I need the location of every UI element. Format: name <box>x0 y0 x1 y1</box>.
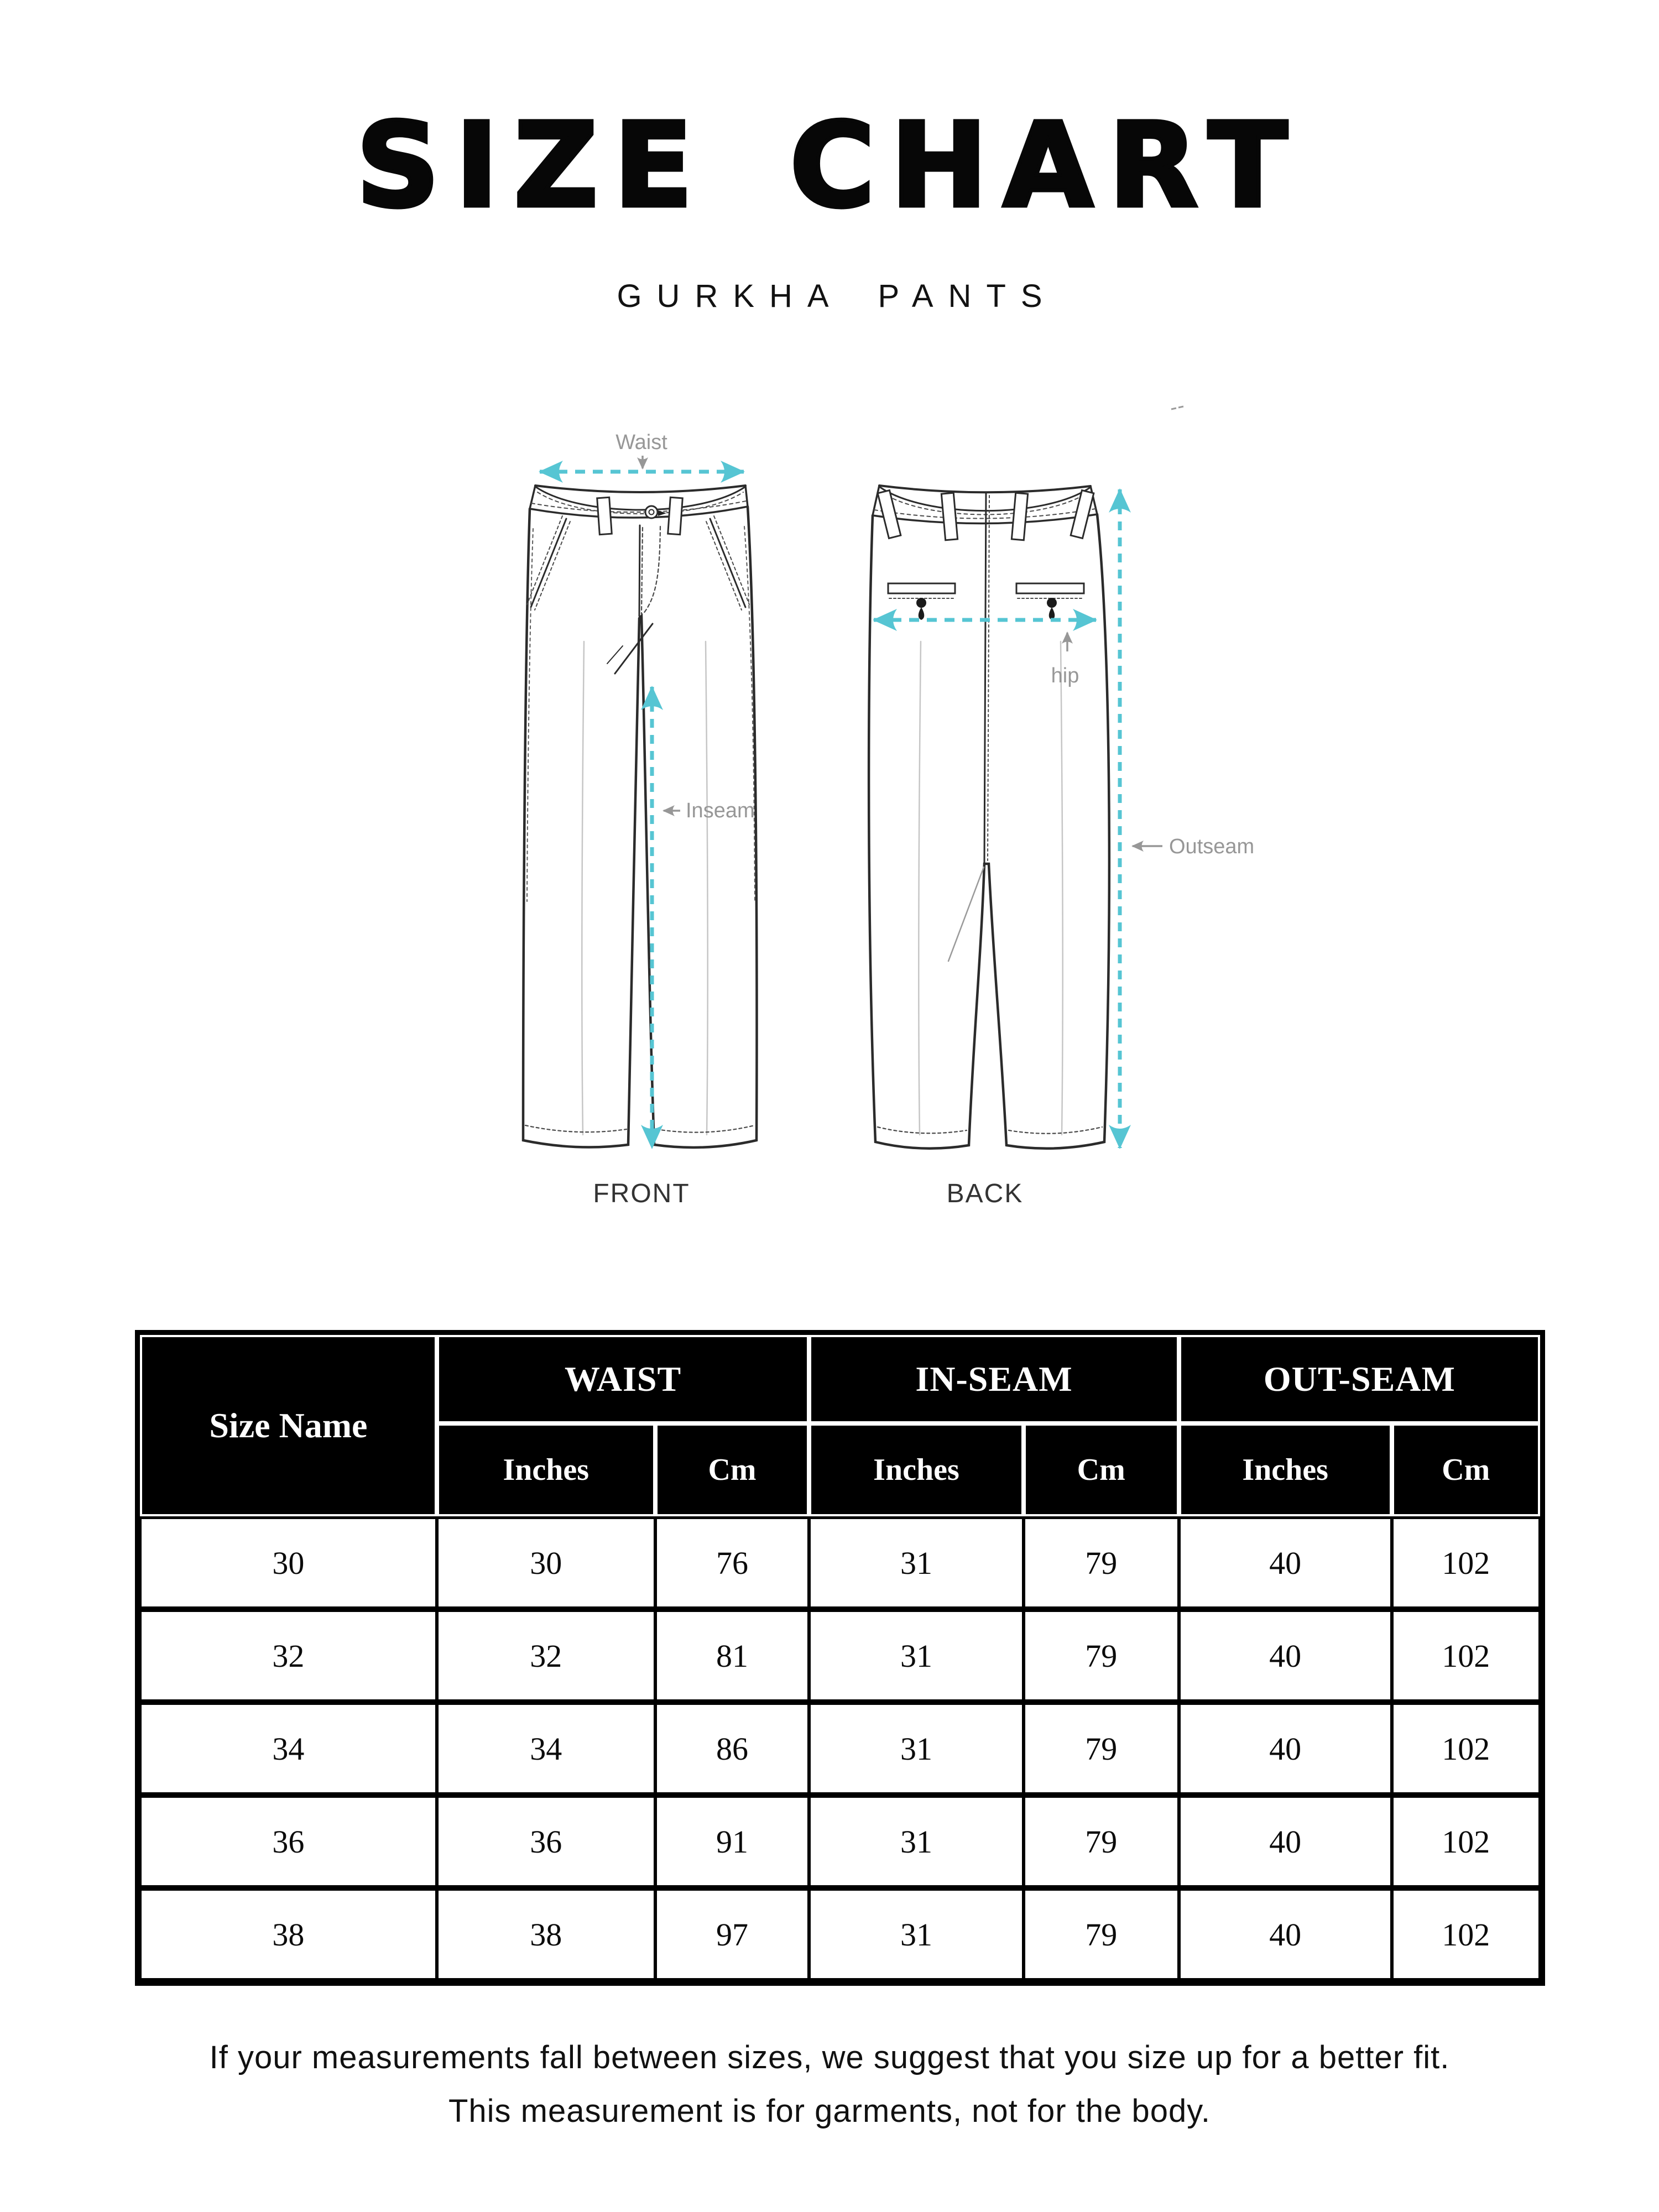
table-row: 38 38 97 31 79 40 102 <box>140 1888 1540 1981</box>
front-fly-seam <box>639 525 640 616</box>
col-header-outseam-cm: Cm <box>1392 1423 1540 1516</box>
pants-measurement-diagram <box>420 404 1283 1222</box>
table-group-header-row <box>140 1335 1540 1423</box>
page-title: SIZE CHART <box>356 98 1303 233</box>
col-header-size-name: Size Name <box>140 1335 437 1516</box>
sizing-note-line1: If your measurements fall between sizes, we suggest that you size up for a better fit. <box>209 2039 1450 2075</box>
size-cell: 38 <box>140 1888 437 1981</box>
back-legs-outline <box>869 514 1109 1149</box>
front-hem-stitch <box>525 1125 755 1133</box>
front-pocket-left <box>531 519 566 607</box>
inseam-label: Inseam <box>686 799 755 822</box>
front-button <box>645 506 658 518</box>
size-cell: 30 <box>140 1516 437 1609</box>
outseam-label: Outseam <box>1169 835 1255 858</box>
front-waistband-inner-curve <box>535 487 745 510</box>
sizing-note-line2: This measurement is for garments, not for the body. <box>448 2093 1211 2129</box>
col-header-outseam-inches: Inches <box>1179 1423 1392 1516</box>
col-header-inseam-cm: Cm <box>1024 1423 1179 1516</box>
col-group-inseam: IN-SEAM <box>809 1335 1178 1423</box>
hip-label: hip <box>1051 664 1079 687</box>
front-fly-stitch <box>641 526 660 614</box>
table-row: 32 32 81 31 79 40 102 <box>140 1609 1540 1702</box>
back-view-label: BACK <box>946 1179 1024 1208</box>
front-waistband-top <box>535 486 745 492</box>
back-hem-stitch <box>878 1127 1102 1134</box>
back-waistband-bottom <box>873 514 1097 524</box>
back-center-seam <box>984 493 986 863</box>
waist-label: Waist <box>615 431 667 454</box>
col-header-waist-cm: Cm <box>655 1423 810 1516</box>
front-pocket-right <box>710 519 745 607</box>
col-header-waist-inches: Inches <box>437 1423 655 1516</box>
back-waistband-top <box>879 486 1091 492</box>
back-crotch-crease <box>948 867 984 961</box>
size-cell: 34 <box>140 1702 437 1795</box>
stray-mark <box>1171 406 1183 409</box>
back-waistband-stitch <box>874 492 1095 519</box>
table-row: 30 30 76 31 79 40 102 <box>140 1516 1540 1609</box>
size-cell: 32 <box>140 1609 437 1702</box>
size-table <box>135 1330 1545 1986</box>
col-group-outseam: OUT-SEAM <box>1179 1335 1540 1423</box>
page-subtitle: GURKHA PANTS <box>617 278 1057 314</box>
table-row: 36 36 91 31 79 40 102 <box>140 1795 1540 1888</box>
col-header-inseam-inches: Inches <box>809 1423 1023 1516</box>
sizing-note <box>0 2031 1659 2138</box>
front-view-label: FRONT <box>593 1179 690 1208</box>
col-group-waist: WAIST <box>437 1335 810 1423</box>
table-row: 34 34 86 31 79 40 102 <box>140 1702 1540 1795</box>
back-pants-drawing <box>869 486 1109 1149</box>
size-cell: 36 <box>140 1795 437 1888</box>
